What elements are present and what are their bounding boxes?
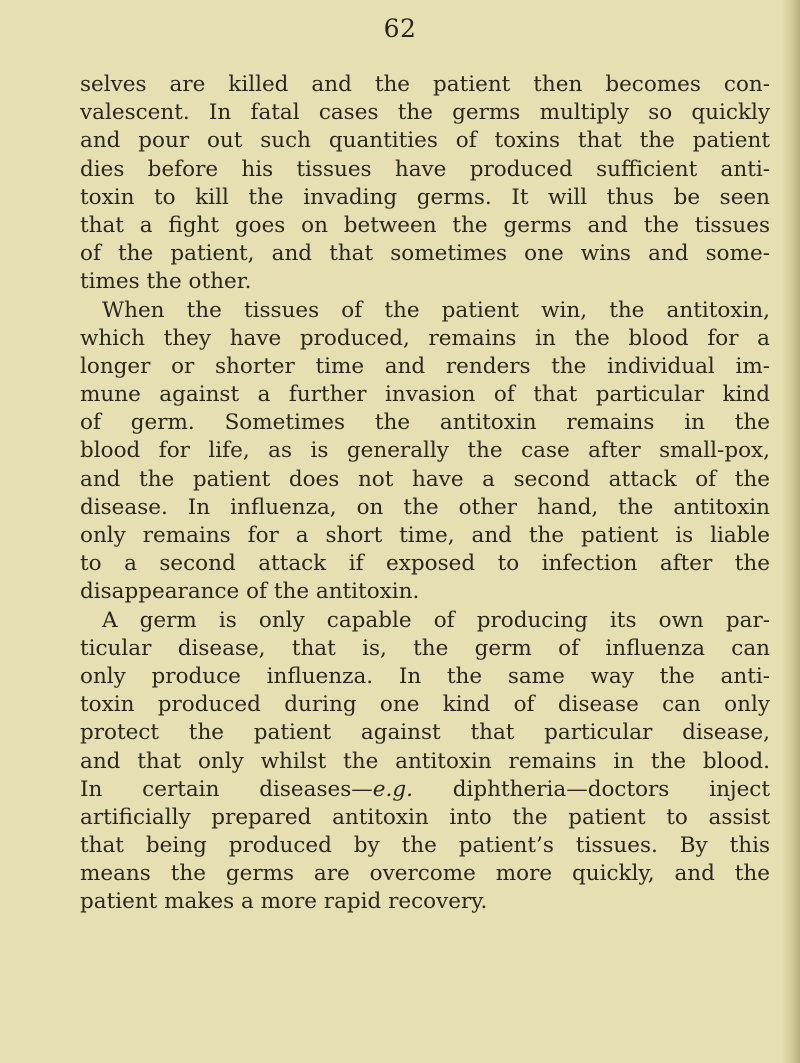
text-line: which they have produced, remains in the blood for a <box>80 325 770 351</box>
page-number: 62 <box>383 14 417 43</box>
text-line: only produce influenza. In the same way the anti- <box>80 663 770 689</box>
body-text <box>80 71 770 917</box>
text-line: valescent. In fatal cases the germs multiply so quickly <box>80 100 770 126</box>
page-edge-shadow <box>782 0 800 1063</box>
text-line: mune against a further invasion of that particular kind <box>80 382 770 408</box>
text-line: blood for life, as is generally the case after small-pox, <box>80 438 770 464</box>
text-line: and that only whilst the antitoxin remains in the blood. <box>80 748 770 774</box>
text-line: disease. In influenza, on the other hand, the antitoxin <box>80 494 770 520</box>
text-line: of the patient, and that sometimes one wins and some- <box>80 241 770 267</box>
text-line: In certain diseases—e.g. diphtheria—doctors inject <box>80 776 770 802</box>
text-line: selves are killed and the patient then becomes con- <box>80 72 770 97</box>
text-line: of germ. Sometimes the antitoxin remains in the <box>80 410 770 436</box>
text-line: disappearance of the antitoxin. <box>80 579 420 605</box>
text-line: When the tissues of the patient win, the antitoxin, <box>102 297 770 323</box>
text-line: that a fight goes on between the germs and the tissues <box>80 212 770 238</box>
text-line: that being produced by the patient’s tissues. By this <box>80 833 770 859</box>
text-line: only remains for a short time, and the patient is liable <box>80 523 770 548</box>
text-line: longer or shorter time and renders the individual im- <box>80 353 770 379</box>
text-line: patient makes a more rapid recovery. <box>80 889 488 915</box>
text-line: artificially prepared antitoxin into the patient to assist <box>80 804 770 830</box>
text-line: times the other. <box>80 269 252 295</box>
text-line: to a second attack if exposed to infection after the <box>80 551 770 577</box>
text-line: means the germs are overcome more quickly, and the <box>80 861 770 887</box>
text-line: dies before his tissues have produced sufficient anti- <box>80 156 770 182</box>
text-line: and the patient does not have a second attack of the <box>80 466 770 492</box>
text-line: A germ is only capable of producing its own par- <box>102 607 770 633</box>
text-line: protect the patient against that particular disease, <box>80 720 770 746</box>
text-line: toxin produced during one kind of disease can only <box>80 692 770 718</box>
text-line: toxin to kill the invading germs. It will thus be seen <box>80 184 770 210</box>
text-line: ticular disease, that is, the germ of influenza can <box>80 635 770 661</box>
text-line: and pour out such quantities of toxins that the patient <box>80 128 770 154</box>
